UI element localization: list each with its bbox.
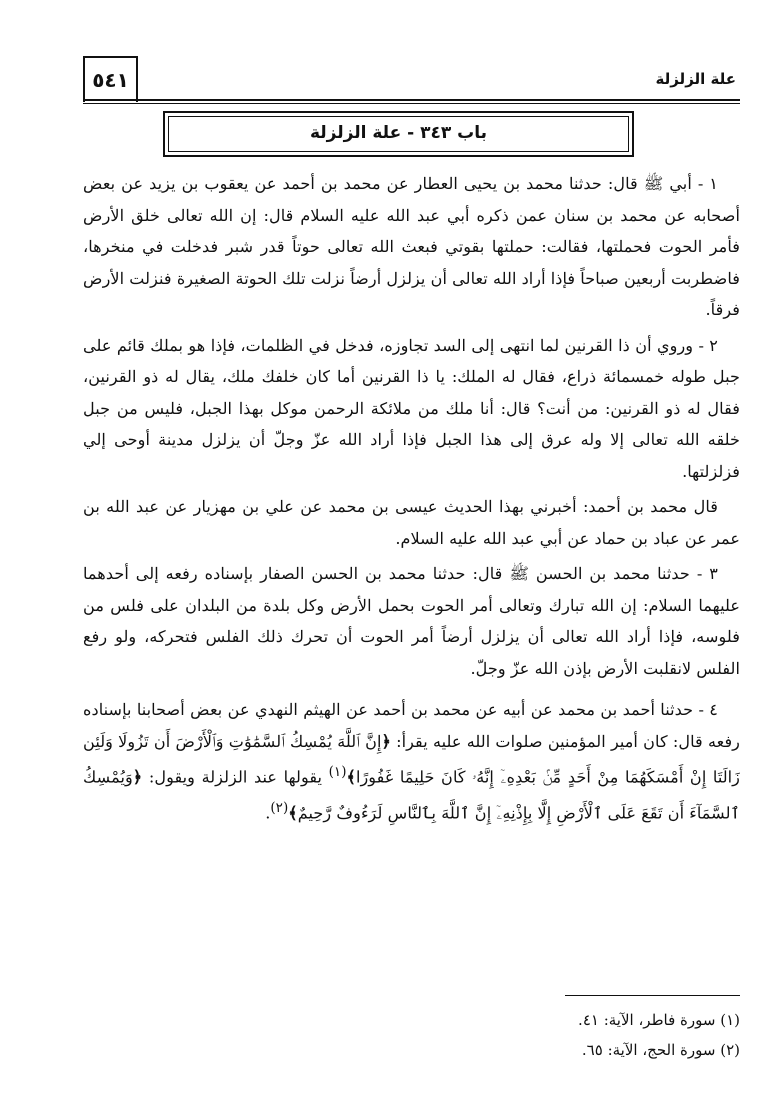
- footnote-ref-1: (١): [328, 764, 347, 780]
- footnote-2: (٢) سورة الحج، الآية: ٦٥.: [581, 1041, 740, 1059]
- chapter-title: باب ٣٤٣ - علة الزلزلة: [309, 123, 488, 143]
- ornate-bracket-open-icon: ﴿: [132, 767, 143, 787]
- paragraph-2-source: قال محمد بن أحمد: أخبرني بهذا الحديث عيسى بن محمد عن علي بن مهزيار عن عبد الله بن عمر عن عباد بن حماد عن أبي عبد الله عليه السلام.: [83, 497, 740, 548]
- footnote-1: (١) سورة فاطر، الآية: ٤١.: [578, 1011, 740, 1029]
- header-rule: [83, 99, 740, 104]
- paragraph-3: ٣ - حدثنا محمد بن الحسن ﷺ قال: حدثنا محمد بن الحسن الصفار بإسناده رفعه إلى أحدهما عليهما السلام: إن الله تبارك وتعالى أمر الحوت بحمل الأرض وكل بلدة من البلدان على فلس من فلوسه، فإذا أراد الله تعالى أن يزلزل أرضاً أمر الحوت أن تحرك ذلك الفلس فتحركه، ولو رفع الفلس لانقلبت الأرض بإذن الله عزّ وجلّ.: [83, 564, 740, 678]
- paragraph-4-middle: يقولها عند الزلزلة ويقول:: [142, 767, 329, 787]
- ornate-bracket-close-icon: ﴾: [288, 803, 298, 823]
- quran-verse-1: إِنَّ ٱللَّهَ يُمْسِكُ ٱلسَّمَٰوَٰتِ وَٱلْأَرْضَ أَن تَزُولَا وَلَئِن زَالَتَا إِنْ أَمْسَكَهُمَا مِنْ أَحَدٍ مِّنۢ بَعْدِهِۦٓ إِنَّهُۥ كَانَ حَلِيمًا غَفُورًا: [83, 731, 740, 787]
- ornate-bracket-open-icon: ﴿: [381, 731, 391, 751]
- footnote-ref-2: (٢): [270, 799, 289, 816]
- paragraph-4-end: .: [265, 803, 271, 823]
- body-text: [83, 168, 740, 833]
- paragraph-4-intro: ٤ - حدثنا أحمد بن محمد عن أبيه عن محمد بن أحمد عن الهيثم النهدي عن بعض أصحابنا بإسناده رفعه قال: كان أمير المؤمنين صلوات الله عليه يقرأ:: [83, 700, 740, 751]
- paragraph-2: ٢ - وروي أن ذا القرنين لما انتهى إلى السد تجاوزه، فدخل في الظلمات، فإذا هو بملك قائم على جبل طوله خمسمائة ذراع، فقال له الملك: يا ذا القرنين أما كان خلفك ملك، يقال له ذو القرنين، فقال له ذو القرنين: من أنت؟ قال: أنا ملك من ملائكة الرحمن موكل بهذا الجبل، فليس من جبل خلقه الله تعالى إلا وله عرق إلى هذا الجبل فإذا أراد الله عزّ وجلّ أن يزلزل مدينة أوحى إلي فزلزلتها.: [83, 335, 740, 481]
- page-header: [83, 56, 740, 104]
- running-title: علة الزلزلة: [655, 70, 736, 88]
- footnote-rule: [565, 995, 740, 996]
- quran-verse-2: وَيُمْسِكُ ٱلسَّمَآءَ أَن تَقَعَ عَلَى ٱلْأَرْضِ إِلَّا بِإِذْنِهِۦٓ إِنَّ ٱللَّهَ بِٱلنَّاسِ لَرَءُوفٌ رَّحِيمٌ: [83, 767, 740, 823]
- footnotes: [83, 1005, 740, 1065]
- paragraph-4: [83, 694, 740, 829]
- page-number: ٥٤١: [83, 56, 138, 102]
- chapter-title-frame: [163, 111, 634, 157]
- ornate-bracket-close-icon: ﴾: [346, 767, 356, 787]
- paragraph-1: ١ - أبي ﷺ قال: حدثنا محمد بن يحيى العطار عن محمد بن أحمد عن يعقوب بن يزيد عن بعض أصحابه عن محمد بن سنان عمن ذكره أبي عبد الله عليه السلام قال: إن الله تعالى خلق الأرض فأمر الحوت فحملتها، فقالت: حملتها بقوتي فبعث الله تعالى حوتاً قدر شبر فدخلت في منخرها، فاضطربت أربعين صباحاً فإذا أراد الله تعالى أن يزلزل أرضاً نزلت تلك الحوتة الصغيرة فنزلت الأرض فرقاً.: [83, 174, 740, 319]
